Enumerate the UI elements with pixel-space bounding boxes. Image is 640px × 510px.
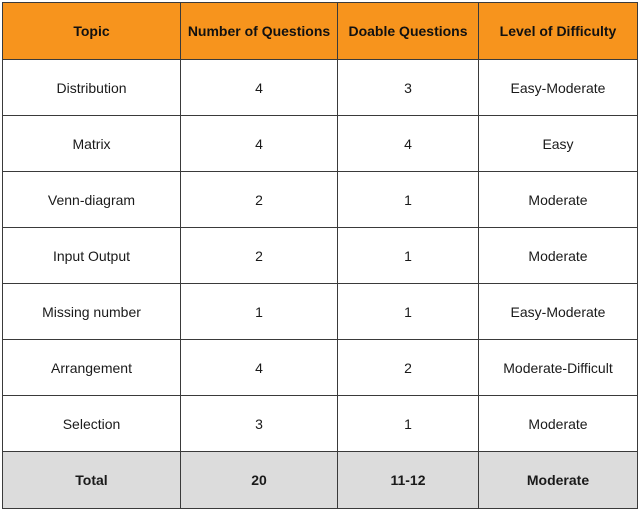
cell-doable: 1 bbox=[338, 396, 479, 452]
table-row bbox=[3, 396, 638, 452]
table-row bbox=[3, 60, 638, 116]
table-row bbox=[3, 284, 638, 340]
cell-topic: Selection bbox=[3, 396, 181, 452]
cell-number: 2 bbox=[181, 228, 338, 284]
table-row bbox=[3, 116, 638, 172]
cell-number: 4 bbox=[181, 340, 338, 396]
header-number-of-questions: Number of Questions bbox=[181, 3, 338, 60]
header-row bbox=[3, 3, 638, 60]
cell-difficulty: Moderate bbox=[479, 396, 638, 452]
cell-topic: Missing number bbox=[3, 284, 181, 340]
cell-number: 4 bbox=[181, 116, 338, 172]
table-row bbox=[3, 172, 638, 228]
table-row bbox=[3, 228, 638, 284]
total-difficulty: Moderate bbox=[479, 452, 638, 509]
total-row bbox=[3, 452, 638, 509]
cell-number: 3 bbox=[181, 396, 338, 452]
cell-difficulty: Easy bbox=[479, 116, 638, 172]
header-doable-questions: Doable Questions bbox=[338, 3, 479, 60]
cell-number: 4 bbox=[181, 60, 338, 116]
total-number: 20 bbox=[181, 452, 338, 509]
cell-topic: Venn-diagram bbox=[3, 172, 181, 228]
topic-difficulty-table bbox=[2, 2, 638, 509]
header-topic: Topic bbox=[3, 3, 181, 60]
cell-difficulty: Moderate-Difficult bbox=[479, 340, 638, 396]
total-label: Total bbox=[3, 452, 181, 509]
cell-topic: Matrix bbox=[3, 116, 181, 172]
cell-difficulty: Moderate bbox=[479, 172, 638, 228]
cell-number: 2 bbox=[181, 172, 338, 228]
total-doable: 11-12 bbox=[338, 452, 479, 509]
cell-doable: 1 bbox=[338, 228, 479, 284]
header-level-of-difficulty: Level of Difficulty bbox=[479, 3, 638, 60]
cell-difficulty: Easy-Moderate bbox=[479, 284, 638, 340]
cell-doable: 4 bbox=[338, 116, 479, 172]
cell-difficulty: Easy-Moderate bbox=[479, 60, 638, 116]
cell-doable: 2 bbox=[338, 340, 479, 396]
cell-topic: Input Output bbox=[3, 228, 181, 284]
cell-difficulty: Moderate bbox=[479, 228, 638, 284]
cell-number: 1 bbox=[181, 284, 338, 340]
cell-doable: 3 bbox=[338, 60, 479, 116]
cell-doable: 1 bbox=[338, 284, 479, 340]
table-row bbox=[3, 340, 638, 396]
cell-doable: 1 bbox=[338, 172, 479, 228]
cell-topic: Distribution bbox=[3, 60, 181, 116]
cell-topic: Arrangement bbox=[3, 340, 181, 396]
